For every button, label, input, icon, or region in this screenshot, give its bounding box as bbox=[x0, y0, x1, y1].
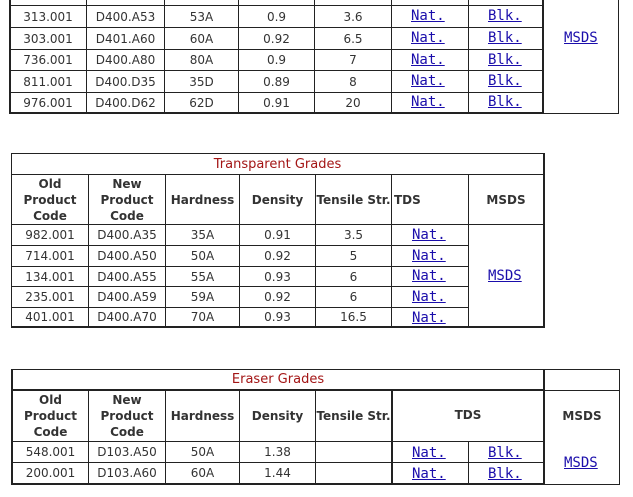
hardness: 55A bbox=[190, 269, 215, 284]
tds-black-link[interactable]: Blk. bbox=[488, 8, 522, 24]
column-header-new-code: New Product Code bbox=[100, 176, 154, 223]
tensile-strength: 6 bbox=[349, 290, 358, 304]
old-code: 303.001 bbox=[23, 31, 73, 46]
old-code: 235.001 bbox=[25, 290, 75, 304]
old-code: 811.001 bbox=[23, 74, 73, 89]
tds-black-link[interactable]: Blk. bbox=[488, 52, 522, 68]
hardness: 80A bbox=[189, 53, 214, 67]
column-header-msds: MSDS bbox=[562, 409, 602, 423]
tensile-strength: 7 bbox=[349, 53, 357, 67]
tds-natural-link[interactable]: Nat. bbox=[412, 466, 446, 482]
hardness: 70A bbox=[190, 310, 215, 324]
new-code: D103.A60 bbox=[97, 466, 157, 480]
old-code: 401.001 bbox=[25, 310, 75, 324]
new-code: D400.D35 bbox=[95, 74, 156, 89]
density: 0.92 bbox=[263, 31, 290, 46]
column-header-msds: MSDS bbox=[486, 192, 526, 207]
tensile-strength bbox=[316, 442, 391, 462]
column-header-old-code: Old Product Code bbox=[24, 393, 77, 439]
tds-black-link[interactable]: Blk. bbox=[488, 94, 522, 110]
hardness: 59A bbox=[190, 290, 215, 304]
column-header-hardness: Hardness bbox=[170, 409, 235, 423]
tds-natural-link[interactable]: Nat. bbox=[411, 8, 445, 24]
old-code: 714.001 bbox=[25, 249, 75, 263]
column-header-tensile: Tensile Str. bbox=[316, 192, 391, 207]
old-code: 548.001 bbox=[25, 445, 76, 459]
column-header-tds: TDS bbox=[394, 192, 421, 207]
msds-link[interactable]: MSDS bbox=[564, 455, 598, 471]
msds-link[interactable]: MSDS bbox=[564, 30, 598, 46]
tensile-strength bbox=[316, 463, 391, 483]
tds-natural-link[interactable]: Nat. bbox=[412, 289, 446, 305]
column-header-hardness: Hardness bbox=[170, 192, 235, 207]
tds-natural-link[interactable]: Nat. bbox=[412, 310, 446, 326]
tensile-strength: 8 bbox=[349, 74, 357, 89]
tds-natural-link[interactable]: Nat. bbox=[412, 248, 446, 264]
density: 0.91 bbox=[264, 228, 291, 242]
tensile-strength: 3.5 bbox=[343, 228, 364, 242]
tds-black-link[interactable]: Blk. bbox=[488, 30, 522, 46]
new-code: D400.D62 bbox=[95, 95, 156, 110]
new-code: D400.A35 bbox=[97, 228, 157, 242]
column-header-density: Density bbox=[251, 192, 304, 207]
hardness: 60A bbox=[189, 31, 214, 46]
old-code: 200.001 bbox=[25, 466, 76, 480]
density: 1.38 bbox=[264, 445, 291, 459]
new-code: D400.A53 bbox=[95, 9, 156, 24]
tensile-strength: 3.6 bbox=[343, 9, 363, 24]
tds-natural-link[interactable]: Nat. bbox=[412, 227, 446, 243]
tensile-strength: 20 bbox=[345, 95, 361, 110]
msds-link[interactable]: MSDS bbox=[488, 268, 522, 284]
tds-natural-link[interactable]: Nat. bbox=[411, 30, 445, 46]
table-title: Eraser Grades bbox=[231, 372, 325, 387]
tds-black-link[interactable]: Blk. bbox=[488, 466, 522, 482]
column-header-tensile: Tensile Str. bbox=[316, 409, 391, 423]
old-code: 976.001 bbox=[23, 95, 73, 110]
hardness: 62D bbox=[189, 95, 214, 110]
new-code: D400.A59 bbox=[97, 290, 157, 304]
new-code: D103.A50 bbox=[97, 445, 157, 459]
new-code: D400.A80 bbox=[95, 53, 156, 67]
tds-natural-link[interactable]: Nat. bbox=[412, 268, 446, 284]
density: 0.9 bbox=[266, 53, 287, 67]
tensile-strength: 6.5 bbox=[343, 31, 363, 46]
hardness: 50A bbox=[190, 445, 215, 459]
density: 1.44 bbox=[264, 466, 291, 480]
column-header-tds: TDS bbox=[454, 408, 482, 422]
hardness: 53A bbox=[189, 9, 214, 24]
old-code: 982.001 bbox=[25, 228, 75, 242]
table-title: Transparent Grades bbox=[213, 156, 342, 172]
density: 0.9 bbox=[266, 9, 287, 24]
density: 0.92 bbox=[264, 249, 291, 263]
density: 0.93 bbox=[264, 310, 291, 324]
tds-black-link[interactable]: Blk. bbox=[488, 73, 522, 89]
tds-natural-link[interactable]: Nat. bbox=[411, 73, 445, 89]
new-code: D400.A55 bbox=[97, 269, 157, 284]
tensile-strength: 5 bbox=[349, 249, 358, 263]
old-code: 313.001 bbox=[23, 9, 73, 24]
column-header-density: Density bbox=[251, 409, 304, 423]
density: 0.89 bbox=[263, 74, 290, 89]
hardness: 35A bbox=[190, 228, 215, 242]
new-code: D400.A70 bbox=[97, 310, 157, 324]
tds-black-link[interactable]: Blk. bbox=[488, 445, 522, 461]
hardness: 50A bbox=[190, 249, 215, 263]
new-code: D400.A50 bbox=[97, 249, 157, 263]
column-header-old-code: Old Product Code bbox=[23, 176, 77, 223]
density: 0.93 bbox=[264, 269, 291, 284]
density: 0.91 bbox=[263, 95, 290, 110]
tds-natural-link[interactable]: Nat. bbox=[412, 445, 446, 461]
tds-natural-link[interactable]: Nat. bbox=[411, 94, 445, 110]
tensile-strength: 16.5 bbox=[340, 310, 367, 324]
old-code: 736.001 bbox=[23, 53, 73, 67]
new-code: D401.A60 bbox=[95, 31, 156, 46]
tensile-strength: 6 bbox=[349, 269, 358, 284]
hardness: 60A bbox=[190, 466, 215, 480]
tds-natural-link[interactable]: Nat. bbox=[411, 52, 445, 68]
column-header-new-code: New Product Code bbox=[100, 393, 154, 439]
old-code: 134.001 bbox=[25, 269, 75, 284]
hardness: 35D bbox=[189, 74, 214, 89]
density: 0.92 bbox=[264, 290, 291, 304]
